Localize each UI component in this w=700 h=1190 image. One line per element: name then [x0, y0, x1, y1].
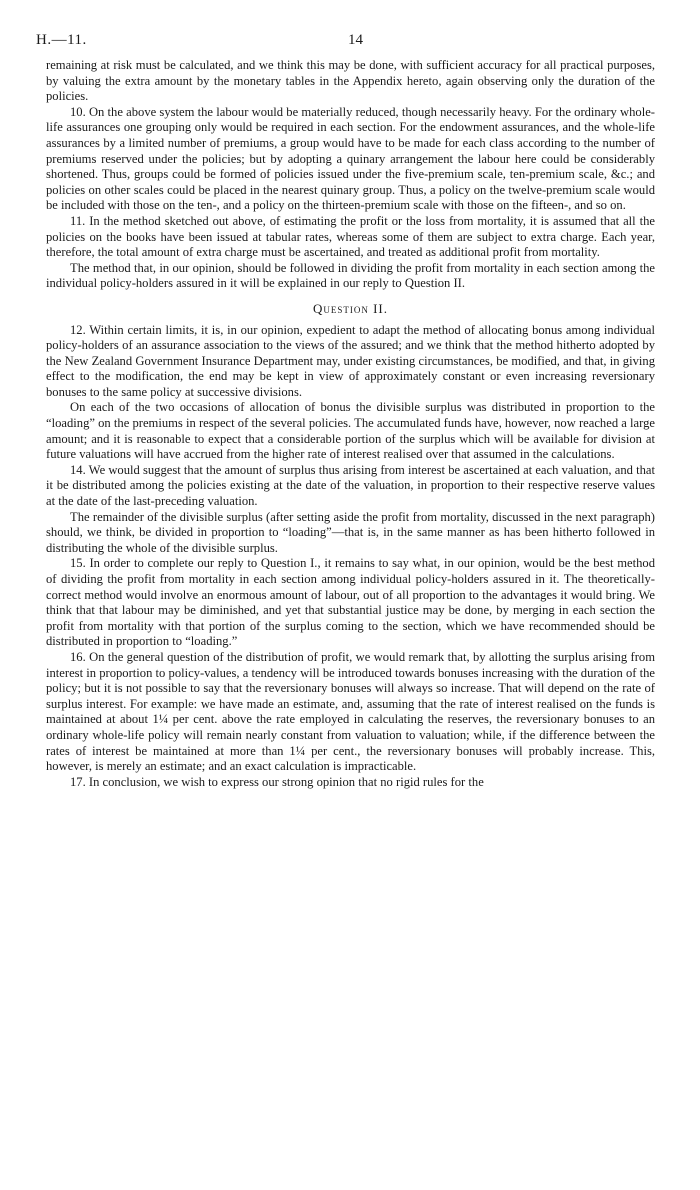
- document-reference: H.—11.: [36, 32, 87, 48]
- section-heading: Question II.: [312, 300, 389, 316]
- paragraph-11: 11. In the method sketched out above, of estimating the profit or the loss from mortality, it is assumed that all the policies on the books have been issued at tabular rates, whereas some of them are subject to extra charge. Each year, therefore, the total amount of extra charge must be ascertained, and treated as additional profit from mortality.: [46, 213, 655, 260]
- paragraph-12: 12. Within certain limits, it is, in our opinion, expedient to adapt the method of allocating bonus among individual policy-holders of an assurance association to the views of the assured; and we think that the method hitherto adopted by the New Zealand Government Insurance Department may, under existing circumstances, be modified, and that, in giving effect to the modification, the end may be kept in view of approximately constant or even increasing reversionary bonuses to the same policy at successive divisions.: [46, 322, 655, 399]
- document-body: [46, 58, 655, 790]
- paragraph-17: 17. In conclusion, we wish to express our strong opinion that no rigid rules for the: [70, 774, 484, 789]
- paragraph-14: 14. We would suggest that the amount of surplus thus arising from interest be ascertained at each valuation, and that it be distributed among the policies existing at the date of the valuation, in proportion to their respective reserve values at the date of the last-preceding valuation.: [46, 462, 655, 509]
- paragraph-continued: remaining at risk must be calculated, and we think this may be done, with sufficient accuracy for all practical purposes, by valuing the extra amount by the monetary tables in the Appendix hereto, again observing only the duration of the policies.: [46, 58, 655, 104]
- paragraph-15: 15. In order to complete our reply to Question I., it remains to say what, in our opinion, would be the best method of dividing the profit from mortality in each section among individual policy-holders assured in it. The theoretically-correct method would involve an enormous amount of labour, out of all proportion to the advantages it would bring. We think that that labour may be diminished, and yet that substantial justice may be done, by merging in each section the profit from mortality with that portion of the surplus coming to the section, which we have recommended should be distributed in proportion to “loading.”: [46, 556, 655, 649]
- paragraph-16: 16. On the general question of the distribution of profit, we would remark that, by allotting the surplus arising from interest in proportion to policy-values, a tendency will be introduced towards bonuses increasing with the duration of the policy; but it is not possible to say that the reversionary bonuses will always so increase. That will depend on the rate of surplus interest. For example: we have made an estimate, and, assuming that the rate of interest realised on the funds is maintained at about 1¼ per cent. above the rate employed in calculating the reserves, the reversionary bonuses to an ordinary whole-life policy will remain nearly constant from valuation to valuation; while, if the difference between the rates of interest be maintained at more than 1¼ per cent., the reversionary bonuses will probably increase. This, however, is merely an estimate; and an exact calculation is impracticable.: [46, 649, 655, 774]
- paragraph-11-continued: The method that, in our opinion, should be followed in dividing the profit from mortality in each section among the individual policy-holders assured in it will be explained in our reply to Question II.: [46, 260, 655, 291]
- paragraph-14-continued: The remainder of the divisible surplus (after setting aside the profit from mortality, discussed in the next paragraph) should, we think, be divided in proportion to “loading”—that is, in the same manner as has been hitherto followed in distributing the whole of the divisible surplus.: [46, 509, 655, 555]
- page-header: [36, 32, 664, 52]
- page-number: 14: [348, 32, 363, 48]
- paragraph-13: On each of the two occasions of allocation of bonus the divisible surplus was distributed in proportion to the “loading” on the premiums in respect of the several policies. The accumulated funds have, however, now reached a large amount; and it is reasonable to expect that a considerable portion of the surplus which will be available for division at future valuations will have accrued from the higher rate of interest realised over that assumed in the calculations.: [46, 400, 655, 462]
- paragraph-10: 10. On the above system the labour would be materially reduced, though necessarily heavy. For the ordinary whole-life assurances one grouping only would be required in each section. For the endowment assurances, and the whole-life assurances by a limited number of premiums, a group would have to be made for each class according to the number of premiums reserved under the policies; but by adopting a quinary arrangement the labour here could be considerably shortened. Thus, groups could be formed of policies issued under the five-premium scale, ten-premium scale, &c.; and policies on other scales could be placed in the nearest quinary group. Thus, a policy on the twelve-premium scale would be included with those on the ten-, and a policy on the thirteen-premium scale with those on the fifteen-, and so on.: [46, 104, 655, 213]
